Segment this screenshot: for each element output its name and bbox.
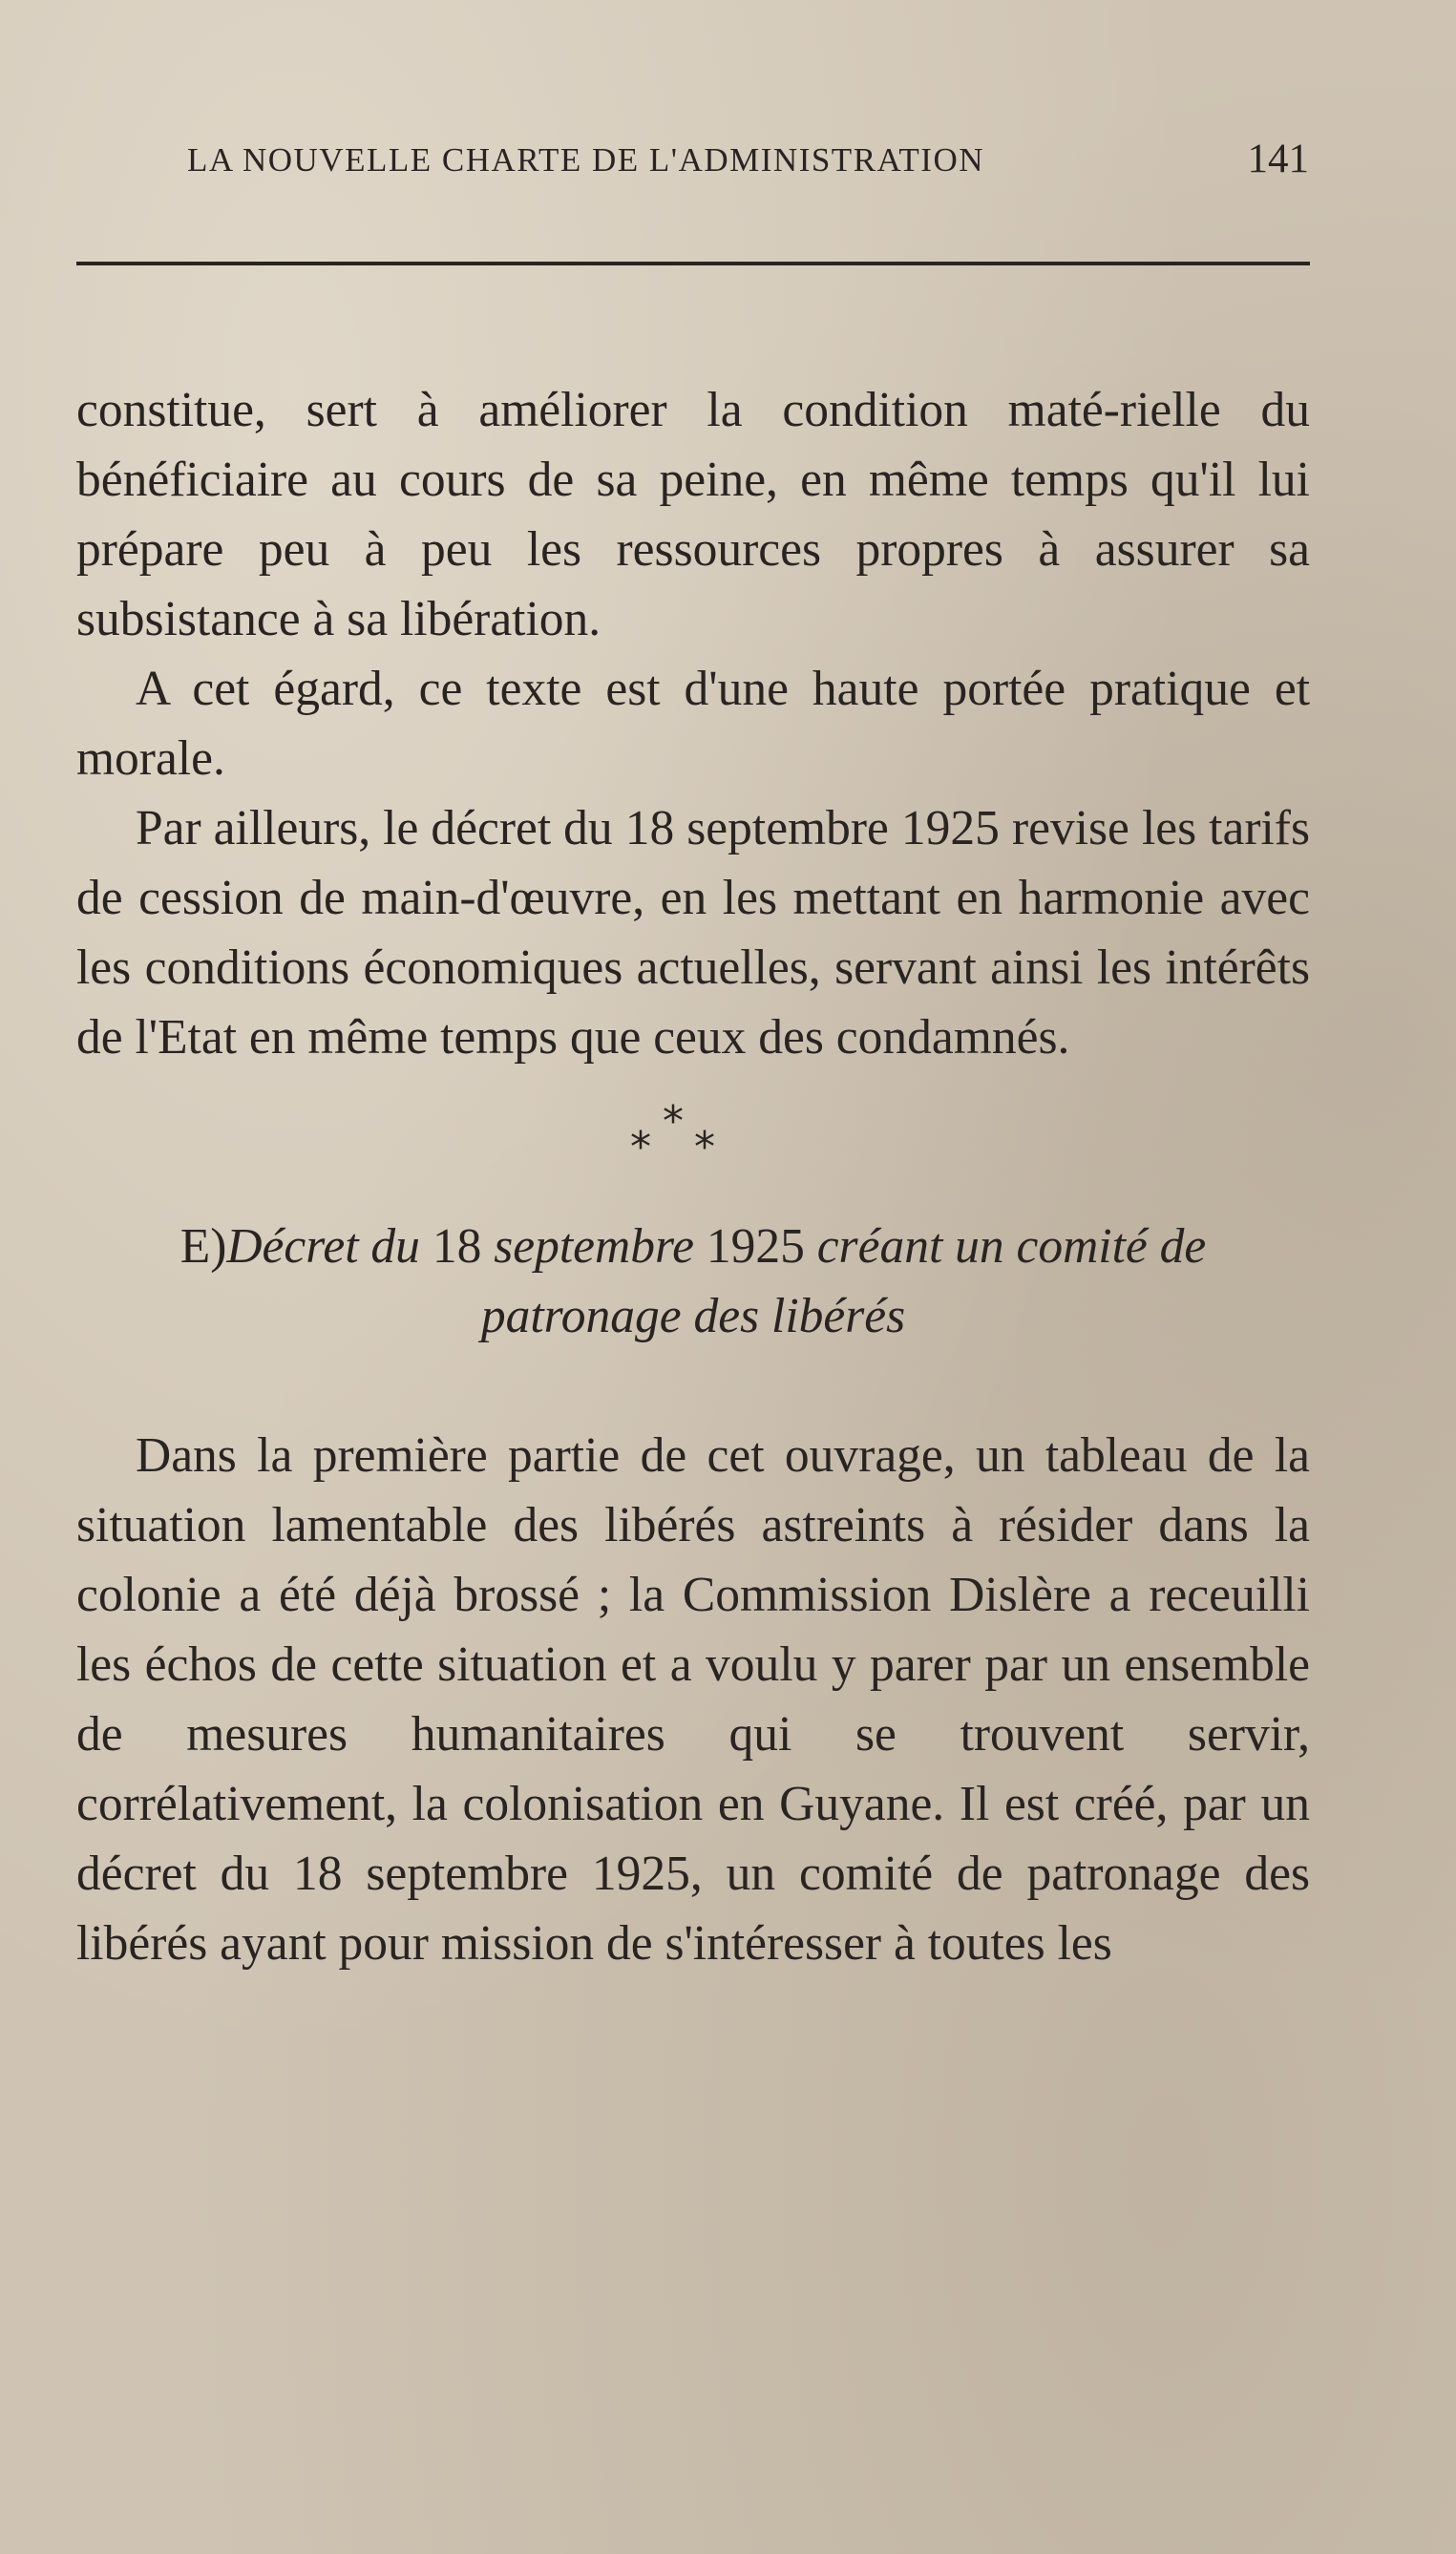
- section-heading: [76, 1212, 1310, 1351]
- section-heading-part1: Décret du: [226, 1219, 420, 1274]
- page-number: 141: [1247, 137, 1309, 181]
- paragraph-continuation: constitue, sert à améliorer la condition maté-rielle du bénéficiaire au cours de sa peine, en même temps qu'il lui prépare peu à peu les ressources propres à assurer sa subsistance à sa libération.: [76, 383, 1310, 646]
- paragraph-portee: A cet égard, ce texte est d'une haute portée pratique et morale.: [76, 662, 1310, 786]
- section-heading-letter: E): [179, 1219, 227, 1274]
- asterism-star-left: *: [630, 1123, 651, 1171]
- section-heading-day: 18: [432, 1219, 482, 1274]
- body-text: [76, 375, 1310, 1978]
- section-heading-year: 1925: [706, 1219, 805, 1274]
- section-heading-part3: créant un comité de patronage des libérés: [480, 1219, 1207, 1343]
- paragraph-tarifs: Par ailleurs, le décret du 18 septembre 1925 revise les tarifs de cession de main-d'œuvre, en les mettant en harmonie avec les conditions économiques actuelles, servant ainsi les intérêts de l'Etat en même temps que ceux des condamnés.: [76, 801, 1310, 1065]
- heading-spacer: [76, 1351, 1310, 1421]
- section-heading-month: septembre: [494, 1219, 694, 1274]
- asterism-star-right: *: [694, 1123, 715, 1171]
- asterism-separator: [76, 1072, 1310, 1212]
- asterism-star-top: *: [663, 1097, 684, 1146]
- running-title: LA NOUVELLE CHARTE DE L'ADMINISTRATION: [187, 141, 985, 179]
- running-head: [187, 137, 1309, 199]
- header-rule: [76, 262, 1310, 265]
- paragraph-patronage: Dans la première partie de cet ouvrage, un tableau de la situation lamentable des libérés astreints à résider dans la colonie a été déjà brossé ; la Commission Dislère a receuilli les échos de cette situation et a voulu y parer par un ensemble de mesures humanitaires qui se trouvent servir, corrélativement, la colonisation en Guyane. Il est créé, par un décret du 18 septembre 1925, un comité de patronage des libérés ayant pour mission de s'intéresser à toutes les: [76, 1428, 1310, 1971]
